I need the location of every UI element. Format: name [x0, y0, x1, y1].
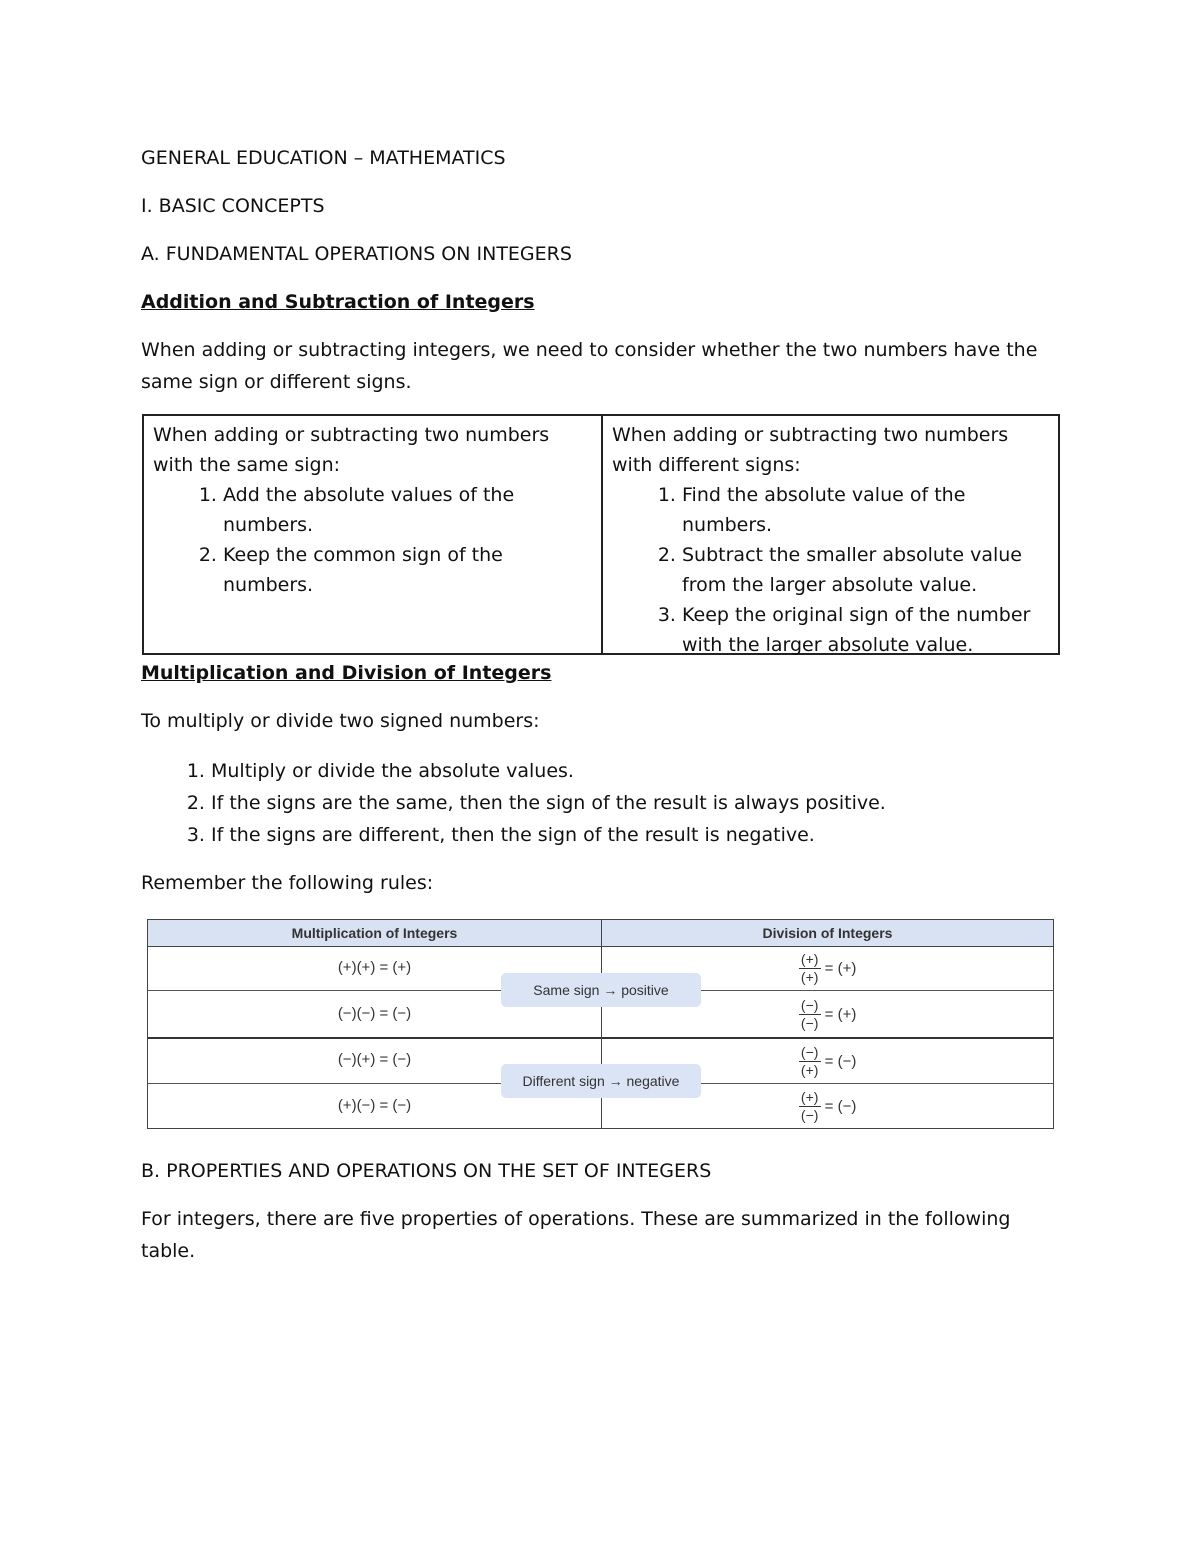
section-heading-properties: B. PROPERTIES AND OPERATIONS ON THE SET OF INTEGERS	[141, 1160, 712, 1182]
remember-rules-text: Remember the following rules:	[141, 872, 434, 894]
same-sign-heading: When adding or subtracting two numbers with the same sign:	[153, 424, 550, 476]
section-b-intro: For integers, there are five properties of operations. These are summarized in the following table.	[141, 1208, 1011, 1262]
numerator: (+)	[800, 1088, 819, 1105]
div-result: = (−)	[824, 1052, 857, 1070]
same-sign-label: Same sign → positive	[501, 973, 701, 1007]
section-heading-basic-concepts: I. BASIC CONCEPTS	[141, 195, 325, 217]
diff-sign-heading: When adding or subtracting two numbers with different signs:	[612, 424, 1009, 476]
denominator: (+)	[800, 1061, 819, 1078]
muldiv-step: 3. If the signs are different, then the sign of the result is negative.	[211, 819, 886, 851]
muldiv-steps	[141, 755, 886, 851]
div-header: Division of Integers	[762, 925, 893, 941]
different-sign-label: Different sign → negative	[501, 1064, 701, 1098]
diff-sign-cell	[601, 416, 1058, 656]
mult-rule: (−)(−) = (−)	[337, 1005, 412, 1022]
mult-rule: (−)(+) = (−)	[337, 1051, 412, 1068]
same-sign-step: 1. Add the absolute values of the numbers.	[223, 480, 593, 540]
div-result: = (−)	[824, 1097, 857, 1115]
diff-sign-steps	[612, 480, 1050, 660]
numerator: (+)	[800, 951, 819, 967]
same-sign-step: 2. Keep the common sign of the numbers.	[223, 540, 593, 600]
muldiv-heading: Multiplication and Division of Integers	[141, 662, 552, 684]
sign-rules-table	[147, 919, 1054, 1129]
muldiv-intro: To multiply or divide two signed numbers:	[141, 710, 540, 732]
diff-sign-step: 2. Subtract the smaller absolute value from the larger absolute value.	[682, 540, 1050, 600]
div-result: = (+)	[824, 1005, 857, 1023]
fraction	[799, 1090, 821, 1123]
addsub-heading: Addition and Subtraction of Integers	[141, 291, 535, 313]
denominator: (+)	[800, 969, 819, 985]
numerator: (−)	[800, 996, 819, 1013]
denominator: (−)	[800, 1014, 819, 1031]
numerator: (−)	[800, 1043, 819, 1060]
fraction	[799, 1045, 821, 1078]
denominator: (−)	[800, 1106, 819, 1123]
diff-sign-step: 3. Keep the original sign of the number with the larger absolute value.	[682, 600, 1050, 660]
section-heading-fundamental-operations: A. FUNDAMENTAL OPERATIONS ON INTEGERS	[141, 243, 572, 265]
same-sign-cell	[144, 416, 601, 653]
fraction	[799, 952, 821, 985]
document-title: GENERAL EDUCATION – MATHEMATICS	[141, 147, 506, 169]
fraction	[799, 998, 821, 1031]
mult-header: Multiplication of Integers	[291, 925, 458, 941]
addsub-rules-table	[142, 414, 1060, 655]
mult-rule: (+)(+) = (+)	[337, 959, 412, 976]
diff-sign-step: 1. Find the absolute value of the numbers.	[682, 480, 1050, 540]
muldiv-step: 1. Multiply or divide the absolute values.	[211, 755, 886, 787]
addsub-intro: When adding or subtracting integers, we need to consider whether the two numbers have the same sign or different signs.	[141, 339, 1038, 393]
muldiv-step: 2. If the signs are the same, then the sign of the result is always positive.	[211, 787, 886, 819]
div-result: = (+)	[824, 960, 857, 977]
same-sign-steps	[153, 480, 593, 600]
mult-rule: (+)(−) = (−)	[337, 1097, 412, 1114]
